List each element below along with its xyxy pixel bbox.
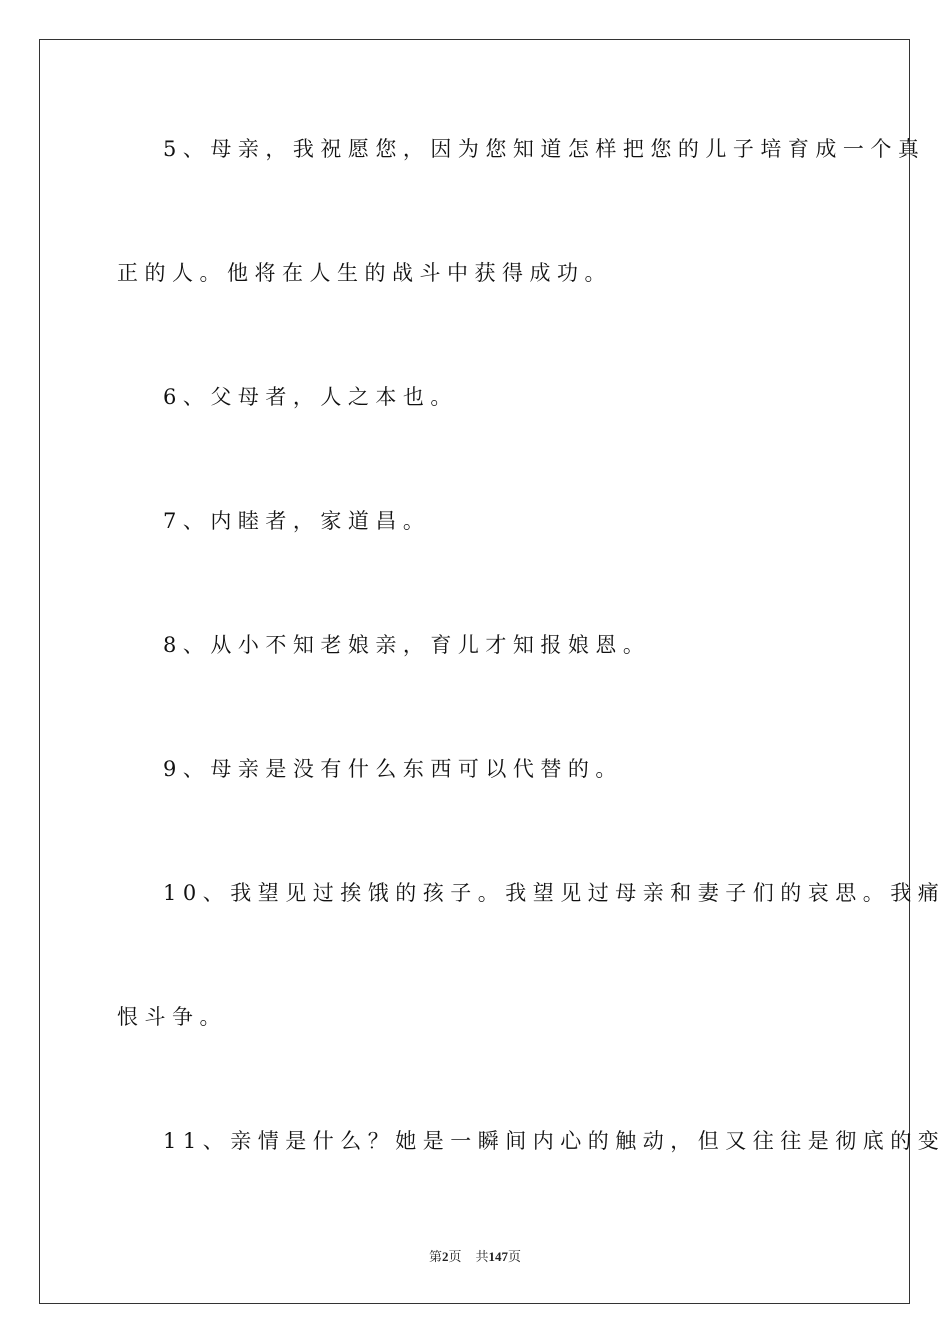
paragraph-6: 6、父母者，人之本也。 (163, 385, 458, 409)
page-border (39, 39, 910, 1304)
paragraph-8: 8、从小不知老娘亲，育儿才知报娘恩。 (163, 633, 651, 657)
page-suffix: 页 (448, 1249, 462, 1264)
total-suffix: 页 (508, 1249, 522, 1264)
paragraph-5-line-1: 5、母亲，我祝愿您，因为您知道怎样把您的儿子培育成一个真 (163, 137, 926, 161)
page-footer (0, 1246, 950, 1265)
paragraph-10-line-2: 恨斗争。 (117, 1005, 227, 1029)
total-prefix: 共 (475, 1249, 489, 1264)
paragraph-5-line-2: 正的人。他将在人生的战斗中获得成功。 (117, 261, 612, 285)
page-number: 2 (441, 1249, 449, 1264)
paragraph-11-line-1: 11、亲情是什么？她是一瞬间内心的触动，但又往往是彻底的变 (163, 1129, 946, 1153)
paragraph-7: 7、内睦者，家道昌。 (163, 509, 431, 533)
paragraph-10-line-1: 10、我望见过挨饿的孩子。我望见过母亲和妻子们的哀思。我痛 (163, 881, 946, 905)
paragraph-9: 9、母亲是没有什么东西可以代替的。 (163, 757, 623, 781)
page-prefix: 第 (428, 1249, 442, 1264)
total-pages: 147 (488, 1249, 509, 1264)
